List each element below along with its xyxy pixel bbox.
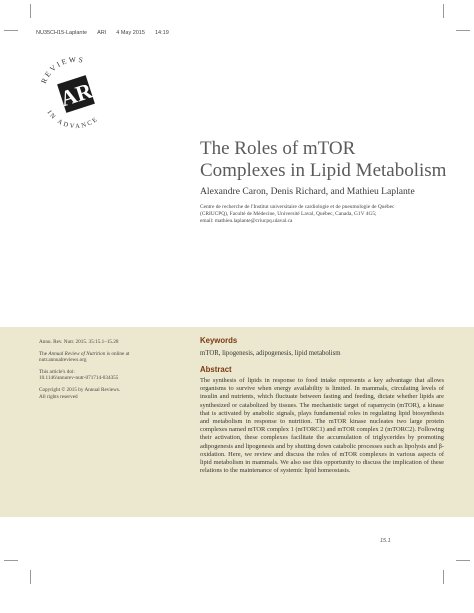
logo-graphic bbox=[30, 48, 122, 140]
copyright-note: Copyright © 2015 by Annual Reviews. All rights reserved bbox=[39, 386, 121, 400]
running-header bbox=[36, 30, 169, 36]
logo-ring-bottom: IN ADVANCE bbox=[45, 109, 101, 131]
crop-mark bbox=[4, 30, 18, 31]
crop-mark bbox=[456, 560, 470, 561]
crop-mark bbox=[443, 570, 444, 584]
keywords-heading: Keywords bbox=[200, 336, 238, 345]
logo-ring-top: REVIEWS bbox=[39, 54, 86, 85]
title-line-1: The Roles of mTOR bbox=[200, 138, 356, 159]
header-time: 14:19 bbox=[154, 30, 169, 36]
header-ari: ARI bbox=[97, 30, 107, 36]
crop-mark bbox=[30, 570, 31, 584]
logo-mark: AR bbox=[57, 77, 96, 112]
affiliation-line: Centre de recherche de l'Institut universitaire de cardiologie et de pneumologie de Québec bbox=[200, 204, 395, 210]
article-title bbox=[200, 138, 460, 182]
header-code: NU35CH15-Laplante bbox=[36, 30, 88, 36]
crop-mark bbox=[443, 4, 444, 18]
author-affiliation bbox=[200, 204, 440, 225]
abstract-heading: Abstract bbox=[200, 365, 232, 374]
citation: Annu. Rev. Nutr. 2015. 35:15.1–15.28 bbox=[39, 339, 119, 345]
abstract-text: The synthesis of lipids in response to food intake represents a key advantage that allows organisms to survive when energy availability is limited. In mammals, circulating levels of insulin and nutrients, which fluctuate between fasting and feeding, dictate whether lipids are synthesized or catabolized by tissues. The mechanistic target of rapamycin (mTOR), a kinase that is activated by anabolic signals, plays fundamental roles in regulating lipid biosynthesis and metabolism in response to nutrition. The mTOR kinase nucleates two large protein complexes named mTOR complex 1 (mTORC1) and mTOR complex 2 (mTORC2). Following their activation, these complexes facilitate the accumulation of triglycerides by promoting adipogenesis and lipogenesis and by shutting down catabolic processes such as lipolysis and β-oxidation. Here, we review and discuss the roles of mTOR complexes in various aspects of lipid metabolism in mammals. We also use this opportunity to discuss the implication of these relations to the maintenance of systemic lipid homeostasis. bbox=[200, 377, 444, 475]
article-authors: Alexandre Caron, Denis Richard, and Mathieu Laplante bbox=[200, 186, 415, 197]
affiliation-line: (CRIUCPQ), Faculté de Médecine, Université Laval, Québec, Canada, G1V 4G5; bbox=[200, 211, 377, 217]
online-note: The Annual Review of Nutrition is online at nutr.annualreviews.org bbox=[39, 350, 130, 364]
reviews-in-advance-logo bbox=[30, 48, 122, 140]
crop-mark bbox=[30, 4, 31, 18]
doi-note: This article's doi: 10.1146/annurev-nutr-071714-034355 bbox=[39, 368, 119, 382]
affiliation-email[interactable]: email: mathieu.laplante@criucpq.ulaval.ca bbox=[200, 218, 293, 224]
doi-link[interactable]: 10.1146/annurev-nutr-071714-034355 bbox=[39, 375, 119, 382]
title-line-2: Complexes in Lipid Metabolism bbox=[200, 160, 447, 181]
page-number: 15.1 bbox=[380, 538, 391, 544]
crop-mark bbox=[456, 30, 470, 31]
header-date: 4 May 2015 bbox=[116, 30, 145, 36]
keywords-list: mTOR, lipogenesis, adipogenesis, lipid metabolism bbox=[200, 350, 341, 357]
journal-name: Annual Review of Nutrition bbox=[48, 350, 106, 357]
article-meta bbox=[39, 339, 169, 405]
crop-mark bbox=[4, 560, 18, 561]
